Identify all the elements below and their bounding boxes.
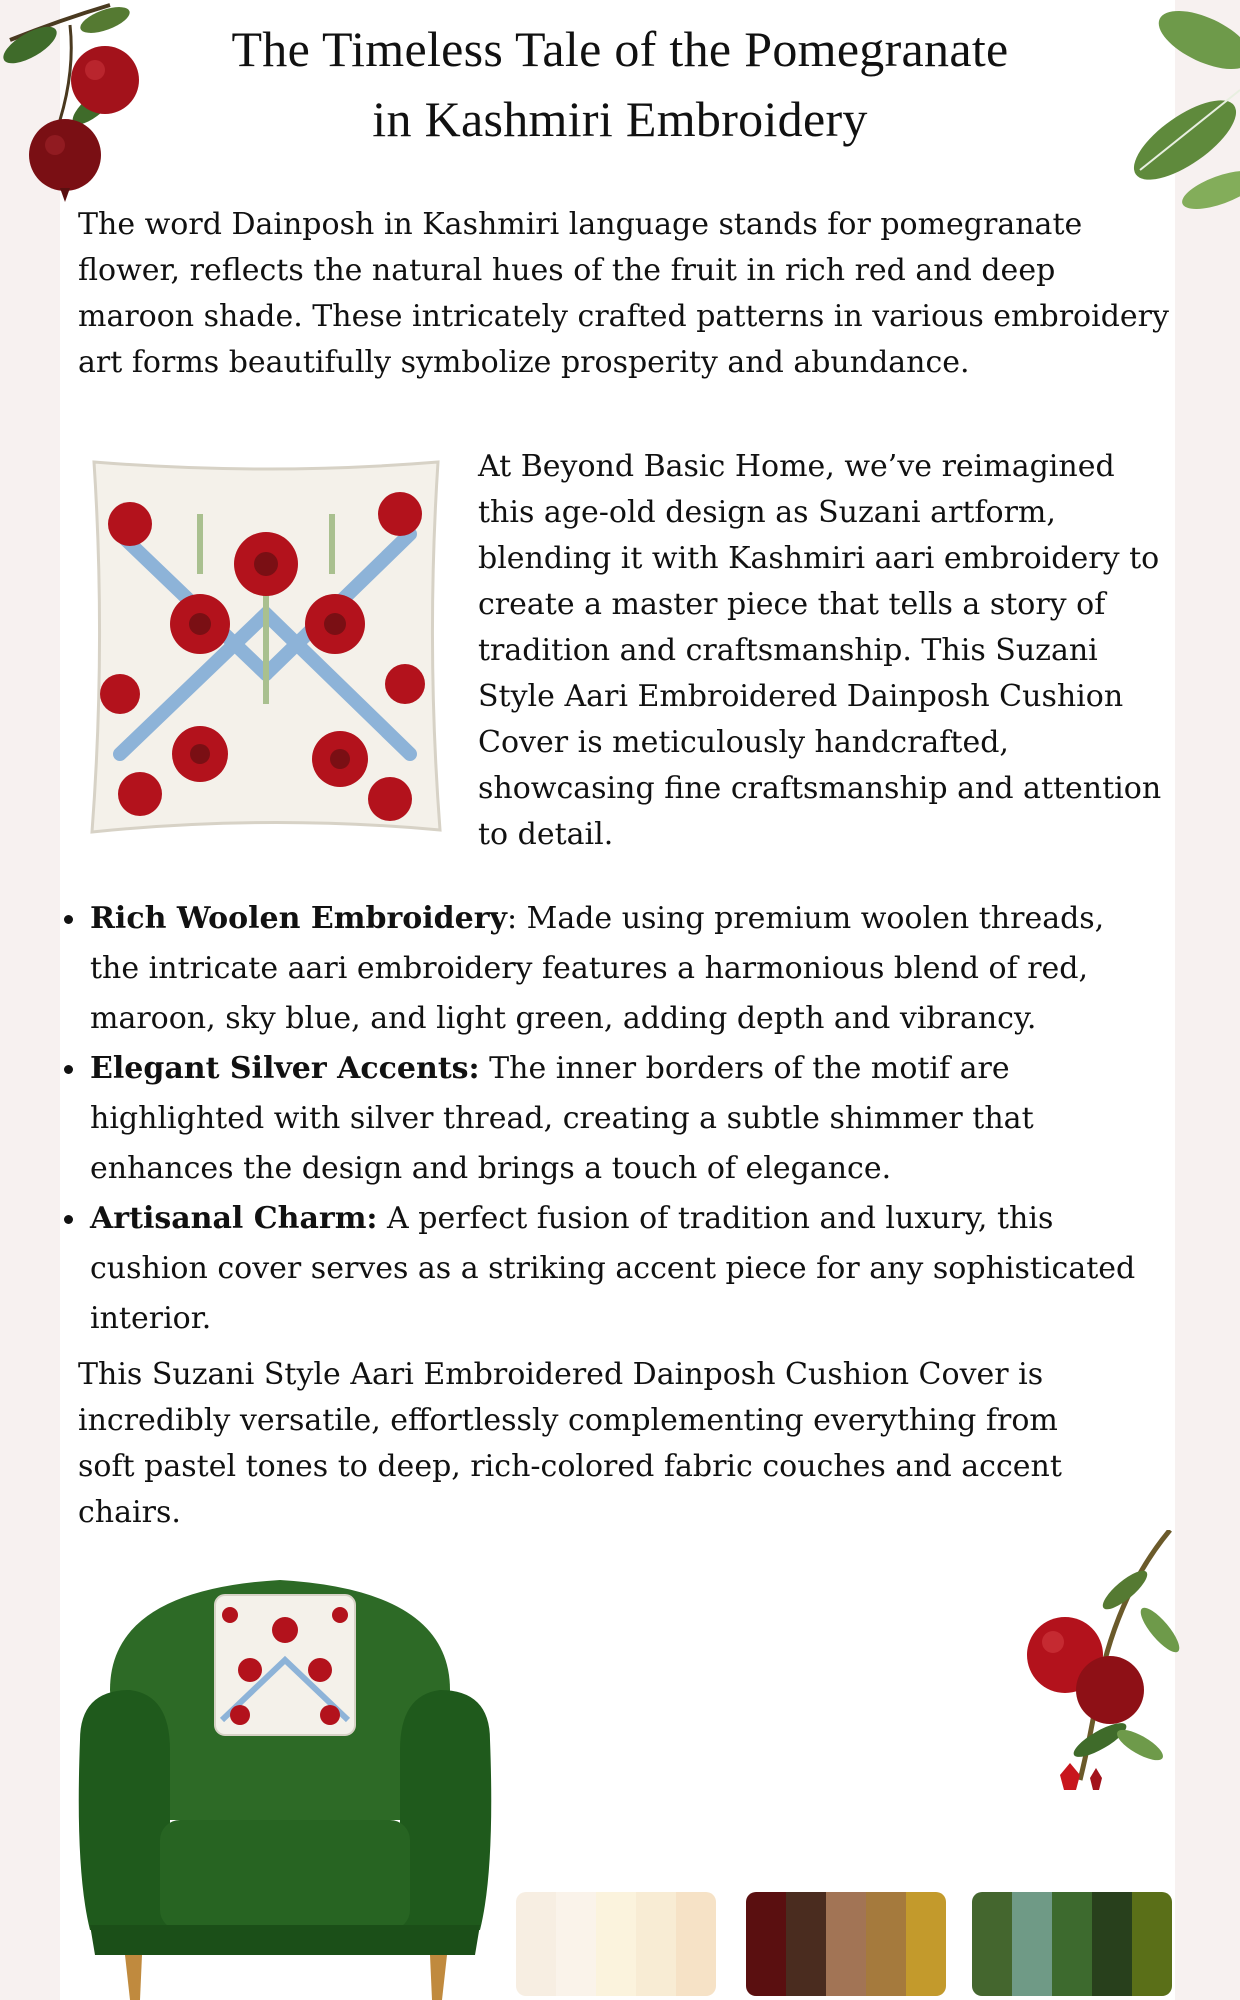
palette-brown-swatches <box>746 1892 946 1996</box>
feature-item <box>60 1194 1160 1344</box>
bullet-icon <box>64 1065 73 1074</box>
palette-swatch <box>1092 1892 1132 1996</box>
palette-swatch <box>516 1892 556 1996</box>
feature-text: The inner borders of the motif are highlighted with silver thread, creating a subtle shimmer that enhances the design and brings a touch of elegance. <box>90 1051 1034 1186</box>
palette-swatch <box>676 1892 716 1996</box>
palette-green-swatches <box>972 1892 1172 1996</box>
palette-swatch <box>746 1892 786 1996</box>
closing-paragraph: This Suzani Style Aari Embroidered Dainposh Cushion Cover is incredibly versatile, effortlessly complementing everything from soft pastel tones to deep, rich-colored fabric couches and accent chairs. <box>78 1357 1062 1530</box>
palette-swatch <box>972 1892 1012 1996</box>
feature-heading: Elegant Silver Accents: <box>90 1051 480 1086</box>
palette-swatch <box>556 1892 596 1996</box>
feature-heading: Artisanal Charm: <box>90 1201 378 1236</box>
palette-swatch <box>1052 1892 1092 1996</box>
cushion-cover-image <box>80 454 452 838</box>
armchair-image <box>70 1570 500 2000</box>
palette-swatch <box>786 1892 826 1996</box>
feature-item <box>60 894 1160 1044</box>
page-title <box>0 14 1240 154</box>
feature-list <box>60 894 1160 1344</box>
palette-light-swatches <box>516 1892 716 1996</box>
feature-text: A perfect fusion of tradition and luxury, this cushion cover serves as a striking accent piece for any sophisticated interior. <box>90 1201 1136 1336</box>
palette-swatch <box>636 1892 676 1996</box>
palette-swatch <box>1012 1892 1052 1996</box>
bullet-icon <box>64 1215 73 1224</box>
feature-heading: Rich Woolen Embroidery <box>90 901 507 936</box>
palette-swatch <box>596 1892 636 1996</box>
bullet-icon <box>64 915 73 924</box>
feature-text: : Made using premium woolen threads, the intricate aari embroidery features a harmonious blend of red, maroon, sky blue, and light green, adding depth and vibrancy. <box>90 901 1105 1036</box>
feature-item <box>60 1044 1160 1194</box>
palette-swatch <box>826 1892 866 1996</box>
detail-paragraph: At Beyond Basic Home, we’ve reimagined this age-old design as Suzani artform, blending it with Kashmiri aari embroidery to create a master piece that tells a story of tradition and craftsmanship. This Suzani Style Aari Embroidered Dainposh Cushion Cover is meticulously handcrafted, showcasing fine craftsmanship and attention to detail. <box>478 449 1162 852</box>
palette-swatch <box>866 1892 906 1996</box>
palette-swatch <box>906 1892 946 1996</box>
title-line-1: The Timeless Tale of the Pomegranate <box>231 21 1009 77</box>
pomegranate-branch-bottom-right-icon <box>1010 1530 1180 1820</box>
palette-swatch <box>1132 1892 1172 1996</box>
title-line-2: in Kashmiri Embroidery <box>372 91 868 147</box>
intro-paragraph: The word Dainposh in Kashmiri language stands for pomegranate flower, reflects the natural hues of the fruit in rich red and deep maroon shade. These intricately crafted patterns in various embroidery art forms beautifully symbolize prosperity and abundance. <box>78 207 1169 380</box>
